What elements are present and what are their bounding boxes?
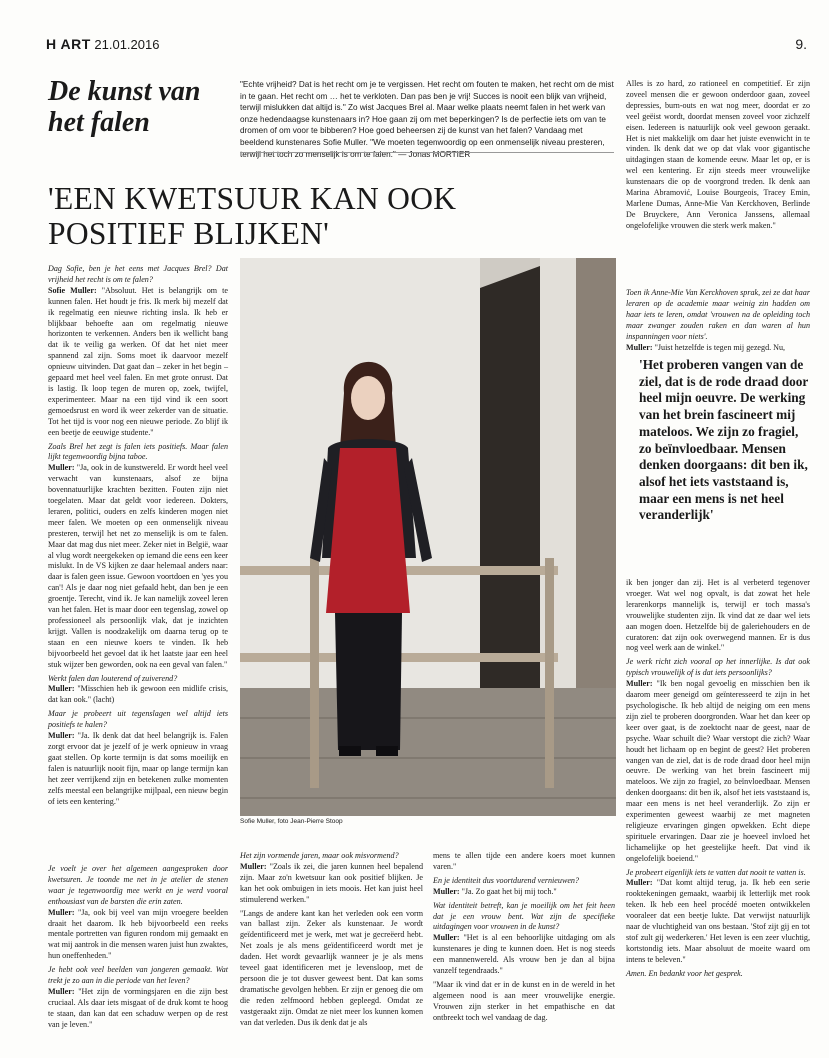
question: Werkt falen dan louterend of zuiverend? — [48, 673, 178, 683]
answer: "Ja. Zo gaat het bij mij toch." — [461, 886, 557, 896]
paragraph: mens te allen tijde een andere koers moet kunnen varen." — [433, 851, 615, 871]
column-middle-2 — [433, 851, 615, 1027]
question: Maar je probeert uit tegenslagen wel altijd iets positiefs te halen? — [48, 709, 228, 730]
answer: "Ik ben nogal gevoelig en misschien ben ik daarom meer geneigd om geïnteresseerd te zijn in het psychologische. Ik heb altijd de neiging om een mens zijn ziel te proberen doorgronden. Waar het dan keer op keer over gaat, is de zoektocht naar de geest, naar de psyche. Waar schuilt die? Waar verstopt die zich? Waar houdt het lichaam op en begint de geest? Het proberen vangen van de ziel, dat is de rode draad door heel mijn oeuvre. De werking van het brein fascineert mij mateloos. We zijn zo fragiel, zo beïnvloedbaar. Mensen denken doorgaans: dit ben ik, alsof het iets vaststaand is, maar een mens is net heel veranderlijk. Zo zijn er experimenten geweest waarbij ze met magneten religieuze ervaringen gingen opwekken. Echt diepe spirituele ervaringen. Daar zie je hoeveel invloed het lichamelijke op het geestelijke heeft. Dat vind ik ongelofelijk boeiend." — [626, 679, 810, 863]
column-left-lower — [48, 864, 228, 1034]
closing-line: Amen. En bedankt voor het gesprek. — [626, 968, 743, 978]
interview-block — [240, 851, 423, 906]
column-right-lower — [626, 578, 810, 983]
intro-author: Jonas MORTIER — [408, 149, 471, 159]
section-name: H ART — [46, 36, 91, 52]
interview-block — [626, 657, 810, 864]
speaker-label: Muller: — [48, 986, 75, 996]
intro-text: "Echte vrijheid? Dat is het recht om je te vergissen. Het recht om fouten te maken, het recht om de mist in te gaan. Het recht om … het te verkloten. Dan pas ben je vrij! Succes is nooit een blijk van vrijheid, terwijl mislukken dat altijd is." Zo wist Jacques Brel al. Maar welke plaats neemt falen in het werk van onze hedendaagse kunstenaars in? Hoe gaan zij om met beperkingen? Is de perfectie iets om van te dromen of om voor te bibberen? Hoe goed beheersen zij de kunst van het falen? Vandaag met beeldend kunstenares Sofie Muller. "We moeten tegenwoordig op een onmenselijk niveau presteren, terwijl het toch zo menselijk is om te falen." — — [240, 80, 614, 159]
answer: "Absoluut. Het is belangrijk om te kunnen falen. Het houdt je fris. Ik merk bij mezelf dat ik regelmatig een nieuwe richting insla. Ik heb er blijkbaar behoefte aan om regelmatig nieuwe horizonten te verkennen. Anders ben ik wellicht bang dat ik te veilig ga werken. Of dat het niet meer spannend zal zijn. Soms moet ik daarvoor mezelf opnieuw uitvinden. Dat gaat dan – zeker in het begin – gepaard met heel veel falen. En met grote onrust. Dat is lastig. Ik loop tegen de muren op, zoek, twijfel, experimenteer. Maar na een tijd vind ik een soort gemoedsrust en word ik weer zekerder van de situatie. Tot het tijd is voor nog een nieuwe periode. Zo blijf ik een beetje de eeuwige studente." — [48, 285, 228, 437]
speaker-label: Muller: — [626, 342, 653, 352]
question: Je probeert eigenlijk iets te vatten dat nooit te vatten is. — [626, 867, 806, 877]
series-title: De kunst van het falen — [48, 76, 201, 138]
answer: "Misschien heb ik gewoon een midlife crisis, dat kan ook." (lacht) — [48, 684, 228, 705]
question: Dag Sofie, ben je het eens met Jacques Brel? Dat vrijheid het recht is om te falen? — [48, 264, 228, 284]
answer: "Dat komt altijd terug, ja. Ik heb een serie rooktekeningen gemaakt, waarbij ik letterlijk met rook teken. Ik heb een heel procédé moeten ontwikkelen vooraleer dat een beetje lukte. Dat verwijst natuurlijk naar de vluchtigheid van ons bestaan. 'Stof zijt gij en tot stof zult gij wederkeren.' Het leven is een zeer vluchtig, kortstondig iets. Maar absoluut de moeite waard om intens te beleven." — [626, 878, 811, 964]
interview-block — [433, 901, 615, 977]
answer: "Het zijn de vormingsjaren en die zijn best cruciaal. Als daar iets misgaat of de druk komt te hoog te staan, dan kan dat een schaduw werpen op de rest van je leven." — [48, 986, 228, 1029]
column-middle-1 — [240, 851, 423, 1032]
article-intro — [240, 79, 614, 160]
interview-block — [48, 674, 228, 707]
question: Je werk richt zich vooral op het innerlijke. Is dat ook typisch vrouwelijk of is dat iets persoonlijks? — [626, 657, 810, 678]
answer: "Zoals ik zei, die jaren kunnen heel bepalend zijn. Maar zo'n kwetsuur kan ook positief blijken. Je kan het ook ombuigen in iets moois. Het kan juist heel stimulerend werken." — [240, 861, 423, 904]
paragraph: "Langs de andere kant kan het verleden ook een vorm van ballast zijn. Zeker als kunstenaar. Je wordt geïdentificeerd met je werk, met wat je gecreëerd hebt. Net zoals je als mens geïdentificeerd wordt met je daden. Het wordt gevaarlijk wanneer je je als mens teveel gaat identificeren met je levensloop, met de persoon die je tot dusver geweest bent. Dat kan soms dramatische gevolgen hebben. Er zijn er genoeg die om die reden zelfmoord hebben gepleegd. Omdat ze vastgeraakt zijn. Omdat ze niet meer los kunnen komen van dat verleden. Dus ik denk dat je als — [240, 908, 423, 1027]
interview-block — [48, 442, 228, 671]
question: Toen ik Anne-Mie Van Kerckhoven sprak, zei ze dat haar leraren op de academie maar weinig zin hadden om haar iets te leren, omdat 'vrouwen na de opleiding toch maar zwanger zouden raken en dan waren al hun inspanningen voor niets'. — [626, 288, 810, 341]
speaker-label: Muller: — [433, 933, 460, 943]
speaker-label: Muller: — [48, 907, 75, 917]
interview-block — [48, 264, 228, 439]
section-header — [46, 36, 159, 52]
photo-illustration — [240, 258, 616, 816]
paragraph: "Maar ik vind dat er in de kunst en in de wereld in het algemeen nood is aan meer vrouwelijke energie. Vrouwen zijn sterker in het empathische en dat ontbreekt toch wel vandaag de dag. — [433, 979, 615, 1022]
speaker-label: Muller: — [48, 731, 75, 741]
intro-divider — [240, 152, 614, 153]
pull-quote: 'Het proberen vangen van de ziel, dat is de rode draad door heel mijn oeuvre. De werking van het brein fascineert mij mateloos. We zijn zo fragiel, zo beïnvloedbaar. Mensen denken doorgaans: dit ben ik, alsof het iets vaststaand is, maar een mens is net heel veranderlijk' — [639, 357, 809, 523]
question: Zoals Brel het zegt is falen iets positiefs. Maar falen lijkt tegenwoordig bijna taboe. — [48, 441, 228, 462]
speaker-label: Muller: — [48, 684, 75, 694]
speaker-label: Sofie Muller: — [48, 285, 97, 295]
speaker-label: Muller: — [240, 861, 267, 871]
speaker-label: Muller: — [626, 679, 653, 689]
paragraph: Alles is zo hard, zo rationeel en competitief. Er zijn zoveel mensen die er gewoon onderdoor gaan, zoveel depressies, burn-outs en wat nog meer, doordat er zo veel geëist wordt, doordat mensen zoveel voor zichzelf eisen. Iedereen is natuurlijk ook veel gewoon geraakt. Het is niet makkelijk om daar het juiste evenwicht in te vinden. Ik denk dat we op dat vlak voor gigantische uitdagingen staan de komende eeuw. Maar let op, er is wel een kentering. Er zijn steeds meer vrouwelijke kunstenaars die op de voorgrond treden. Ik denk aan Marina Abramović, Louise Bourgeois, Tracey Emin, Marlene Dumas, Anne-Mie Van Kerckhoven, Berlinde De Bruyckere, Ann Veronica Janssens, allemaal ongelofelijke vrouwen die sterk werk maken." — [626, 79, 810, 230]
column-right-upper — [626, 79, 810, 235]
answer: "Ja, ook in de kunstwereld. Er wordt heel veel verwacht van kunstenaars, alsof ze bijna bovennatuurlijke krachten bezitten. Fouten zijn niet toegelaten. Maar dat geldt voor iedereen. Dokters, leraren, politici, ouders en zelfs kinderen mogen niet meer falen. We moeten op een onmenselijk niveau presteren, terwijl het net zo menselijk is om te falen. Maar dat mag dus niet meer. Zeker niet in België, waar al vlug wordt neergekeken op iemand die eens een keer mislukt. In de VS kijken ze daar helemaal anders naar: daar is falen geen issue. Gewoon voortdoen en 'yes you can'! Als je daar nog niet gefaald hebt, dan ben je een groentje. Terecht, vind ik. Je kan namelijk zoveel leren van het falen. Het is maar door een tegenslag, zowel op professioneel als persoonlijk vlak, dat je inzichten krijgt. Vallen is noodzakelijk om daarna terug op te staan en een nieuwe koers te vinden. Ik heb bijvoorbeeld het gevoel dat ik het laatste jaar een heel stuk wijzer ben geworden, ook na een geval van falen." — [48, 463, 228, 669]
speaker-label: Muller: — [433, 886, 460, 896]
page-number: 9. — [795, 36, 807, 52]
answer: "Ja. Ik denk dat dat heel belangrijk is. Falen zorgt ervoor dat je jezelf of je werk opnieuw in vraag gaat stellen. Op korte termijn is dat soms moeilijk en falen is natuurlijk nooit fijn, maar op lange termijn kan het zeer verrijkend zijn en betekenen zulke momenten zelfs meestal een belangrijke mijlpaal, een nieuw begin of iets een kentering." — [48, 731, 228, 806]
answer: "Het is al een behoorlijke uitdaging om als kunstenares je ding te kunnen doen. Het is nog steeds een mannenwereld. Als vrouw ben je dan al bijna vanzelf tegendraads." — [433, 933, 615, 976]
question: Je voelt je over het algemeen aangesproken door kwetsuren. Je toonde me net in je atelier de stenen waar je tegenwoordig mee werkt en je werd vooral enthousiast van de barsten die erin zaten. — [48, 864, 228, 906]
interview-block — [626, 288, 810, 353]
paragraph: ik ben jonger dan zij. Het is al verbeterd tegenover vroeger. Wat wel nog opvalt, is dat zowat het hele lerarenkorps mannelijk is, terwijl er toch massa's vrouwelijke studenten zijn. Ik vind dat ze daar wel iets aan mogen doen. Hetzelfde bij de galeriehouders en de curatoren: dat zijn ook overwegend mannen. Er is dus nog veel werk aan de winkel." — [626, 578, 810, 653]
column-left-upper — [48, 264, 228, 810]
interview-block — [48, 965, 228, 1030]
answer: "Juist hetzelfde is tegen mij gezegd. Nu, — [654, 342, 786, 352]
answer: "Ja, ook bij veel van mijn vroegere beelden draait het daarom. Ik heb bijvoorbeeld een reeks mentale portretten van figuren rondom mij gemaakt en wat mij aantrok in die mensen waren juist hun zwaktes, hun oneffenheden." — [48, 907, 228, 961]
speaker-label: Muller: — [626, 878, 653, 888]
interview-block — [48, 709, 228, 807]
question: Het zijn vormende jaren, maar ook misvormend? — [240, 851, 399, 860]
interview-block — [626, 868, 810, 966]
headline: 'EEN KWETSUUR KAN OOK POSITIEF BLIJKEN' — [48, 181, 457, 251]
column-right-middle — [626, 288, 810, 356]
portrait-photo — [240, 258, 616, 816]
photo-caption: Sofie Muller, foto Jean-Pierre Stoop — [240, 818, 343, 825]
question: En je identiteit dus voortdurend vernieuwen? — [433, 875, 580, 885]
interview-block — [433, 876, 615, 898]
question: Je hebt ook veel beelden van jongeren gemaakt. Wat trekt je zo aan in die periode van het leven? — [48, 965, 228, 986]
speaker-label: Muller: — [48, 463, 75, 473]
issue-date: 21.01.2016 — [94, 37, 160, 52]
question: Wat identiteit betreft, kan je moeilijk om het feit heen dat je een vrouw bent. Wat zijn de specifieke uitdagingen voor vrouwen in de kunst? — [433, 900, 615, 932]
interview-block — [48, 864, 228, 962]
